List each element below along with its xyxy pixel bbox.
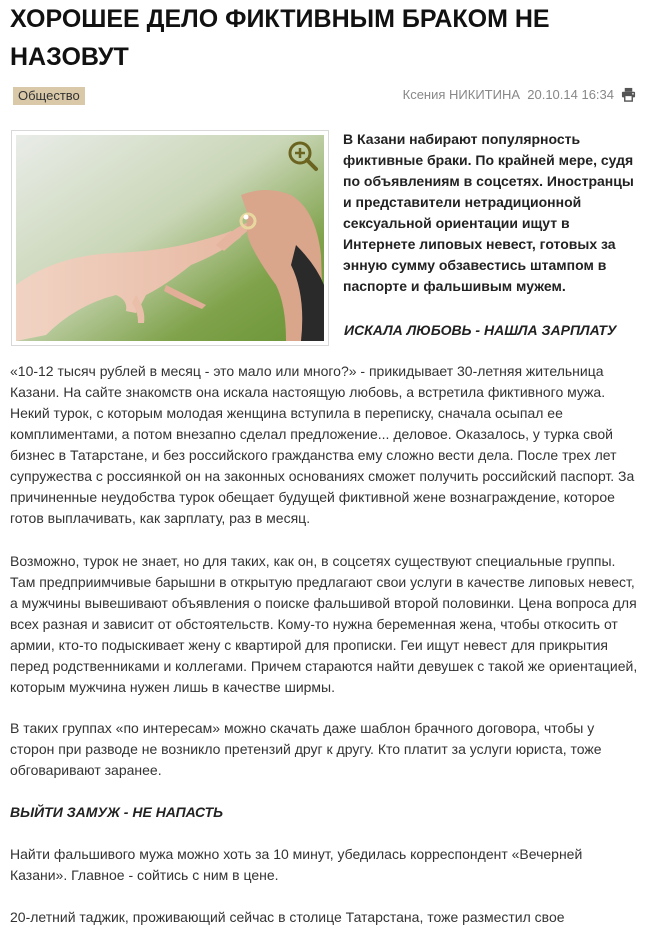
paragraph: «10-12 тысяч рублей в месяц - это мало или много?» - прикидывает 30-летняя жительница Казани. На сайте знакомств она искала настоящую любовь, а встретила фиктивного мужа. Некий турок, с которым молодая женщина вступила в переписку, сначала осыпал ее комплиментами, а потом внезапно сделал предложение... деловое. Оказалось, у турка свой бизнес в Татарстане, и без российского гражданства ему сложно вести дела. После трех лет супружества с россиянкой он на законных основаниях сможет получить российский паспорт. За причиненные неудобства турок обещает будущей фиктивной жене вознаграждение, которое готов выплачивать, как зарплату, раз в месяц. bbox=[10, 363, 635, 526]
printer-icon[interactable] bbox=[621, 87, 636, 102]
zoom-in-icon[interactable] bbox=[286, 139, 320, 173]
article-title: ХОРОШЕЕ ДЕЛО ФИКТИВНЫМ БРАКОМ НЕ НАЗОВУТ bbox=[10, 5, 550, 71]
wedding-ring-image bbox=[16, 135, 324, 341]
section-heading: ВЫЙТИ ЗАМУЖ - НЕ НАПАСТЬ bbox=[10, 804, 224, 820]
article-meta bbox=[13, 86, 638, 106]
article-photo[interactable] bbox=[11, 130, 329, 346]
rubric-link[interactable]: Общество bbox=[13, 87, 85, 105]
paragraph: Найти фальшивого мужа можно хоть за 10 минут, убедилась корреспондент «Вечерней Казани». Главное - сойтись с ним в цене. bbox=[10, 846, 583, 883]
paragraph: 20-летний таджик, проживающий сейчас в столице Татарстана, тоже разместил свое bbox=[10, 909, 565, 925]
paragraph: В таких группах «по интересам» можно скачать даже шаблон брачного договора, чтобы у сторон при разводе не возникло претензий друг к другу. Кто платит за услуги юриста, тоже обговаривают заранее. bbox=[10, 720, 602, 778]
byline bbox=[403, 87, 614, 103]
article-lead: В Казани набирают популярность фиктивные браки. По крайней мере, судя по объявлениям в соцсетях. Иностранцы и представители нетрадиционной сексуальной ориентации ищут в Интернете липовых невест, готовых за энную сумму обзавестись штампом в паспорте и фальшивым мужем. bbox=[343, 131, 634, 294]
publish-date: 20.10.14 16:34 bbox=[527, 87, 614, 102]
author-name[interactable]: Ксения НИКИТИНА bbox=[402, 87, 521, 102]
paragraph: Возможно, турок не знает, но для таких, как он, в соцсетях существуют специальные группы. Там предприимчивые барышни в открытую предлагают свои услуги в качестве липовых невест, а мужчины вывешивают объявления о поиске фальшивой второй половинки. Цена вопроса для всех разная и зависит от обстоятельств. Кому-то нужна беременная жена, чтобы откосить от армии, кто-то подыскивает жену с квартирой для прописки. Геи ищут невест для прикрытия перед родственниками и коллегами. Причем стараются найти девушек с такой же ориентацией, которым мужчина нужен лишь в качестве ширмы. bbox=[10, 553, 638, 695]
section-heading: ИСКАЛА ЛЮБОВЬ - НАШЛА ЗАРПЛАТУ bbox=[344, 322, 617, 338]
